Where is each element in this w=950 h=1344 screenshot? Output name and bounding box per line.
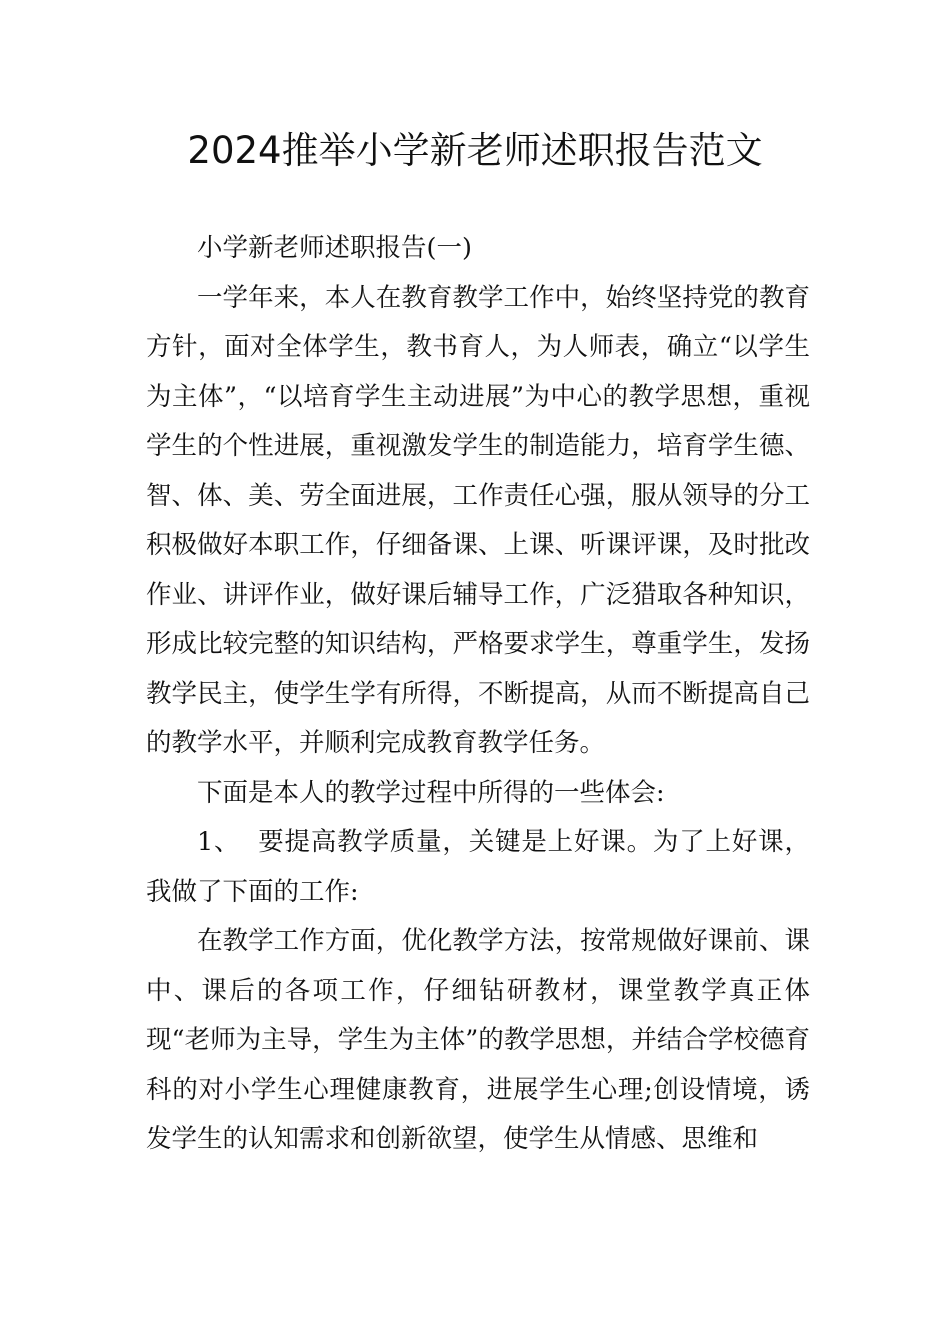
document-body xyxy=(146,224,810,1165)
paragraph: 一学年来，本人在教育教学工作中，始终坚持党的教育方针，面对全体学生，教书育人，为人师表，确立“以学生为主体”，“以培育学生主动进展”为中心的教学思想，重视学生的个性进展，重视激发学生的制造能力，培育学生德、智、体、美、劳全面进展，工作责任心强，服从领导的分工积极做好本职工作，仔细备课、上课、听课评课，及时批改作业、讲评作业，做好课后辅导工作，广泛猎取各种知识，形成比较完整的知识结构，严格要求学生，尊重学生，发扬教学民主，使学生学有所得，不断提高，从而不断提高自己的教学水平，并顺利完成教育教学任务。 xyxy=(146,282,810,758)
paragraph: 下面是本人的教学过程中所得的一些体会: xyxy=(197,777,665,808)
numbered-paragraph: 1、 要提高教学质量，关键是上好课。为了上好课，我做了下面的工作: xyxy=(146,827,810,907)
paragraph: 在教学工作方面，优化教学方法，按常规做好课前、课中、课后的各项工作，仔细钻研教材，课堂教学真正体现“老师为主导，学生为主体”的教学思想，并结合学校德育科的对小学生心理健康教育，进展学生心理;创设情境，诱发学生的认知需求和创新欲望，使学生从情感、思维和 xyxy=(146,926,810,1154)
section-heading: 小学新老师述职报告(一) xyxy=(197,233,472,263)
document-title: 2024推举小学新老师述职报告范文 xyxy=(187,129,763,172)
